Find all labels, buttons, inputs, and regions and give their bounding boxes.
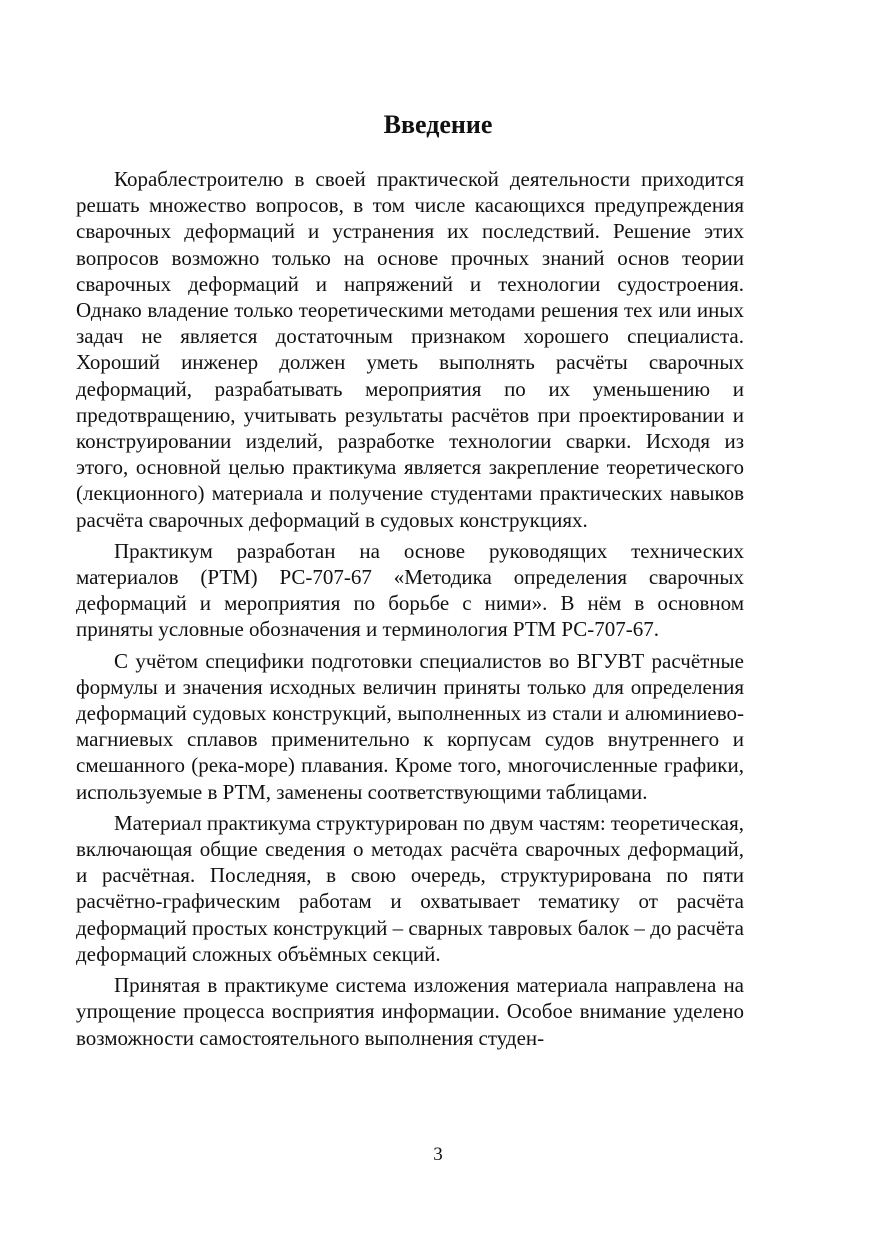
- paragraph-specifics: С учётом специфики подготовки специалистов во ВГУВТ расчётные формулы и значения исходных величин приняты только для определения деформаций судовых конструкций, выполненных из стали и алюминиево-магниевых сплавов применительно к корпусам судов внутреннего и смешанного (река-море) плавания. Кроме того, многочисленные графики, используемые в РТМ, заменены соответствующими таблицами.: [76, 648, 744, 804]
- paragraph-structure: Материал практикума структурирован по двум частям: теоретическая, включающая общие сведения о методах расчёта сварочных деформаций, и расчётная. Последняя, в свою очередь, структурирована по пяти расчётно-графическим работам и охватывает тематику от расчёта деформаций простых конструкций – сварных тавровых балок – до расчёта деформаций сложных объёмных секций.: [76, 810, 744, 966]
- paragraph-basis: Практикум разработан на основе руководящих технических материалов (РТМ) РС-707-67 «Методика определения сварочных деформаций и мероприятия по борьбе с ними». В нём в основном приняты условные обозначения и терминология РТМ РС-707-67.: [76, 538, 744, 642]
- body-text: [76, 166, 744, 1051]
- page-number: 3: [433, 1144, 443, 1165]
- paragraph-purpose: Кораблестроителю в своей практической деятельности приходится решать множество вопросов, в том числе касающихся предупреждения сварочных деформаций и устранения их последствий. Решение этих вопросов возможно только на основе прочных знаний основ теории сварочных деформаций и напряжений и технологии судостроения. Однако владение только теоретическими методами решения тех или иных задач не является достаточным признаком хорошего специалиста. Хороший инженер должен уметь выполнять расчёты сварочных деформаций, разрабатывать мероприятия по их уменьшению и предотвращению, учитывать результаты расчётов при проектировании и конструировании изделий, разработке технологии сварки. Исходя из этого, основной целью практикума является закрепление теоретического (лекционного) материала и получение студентами практических навыков расчёта сварочных деформаций в судовых конструкциях.: [76, 167, 744, 532]
- paragraph-method: Принятая в практикуме система изложения материала направлена на упрощение процесса восприятия информации. Особое внимание уделено возможности самостоятельного выполнения студен-: [76, 973, 744, 1050]
- page-title: Введение: [383, 110, 493, 139]
